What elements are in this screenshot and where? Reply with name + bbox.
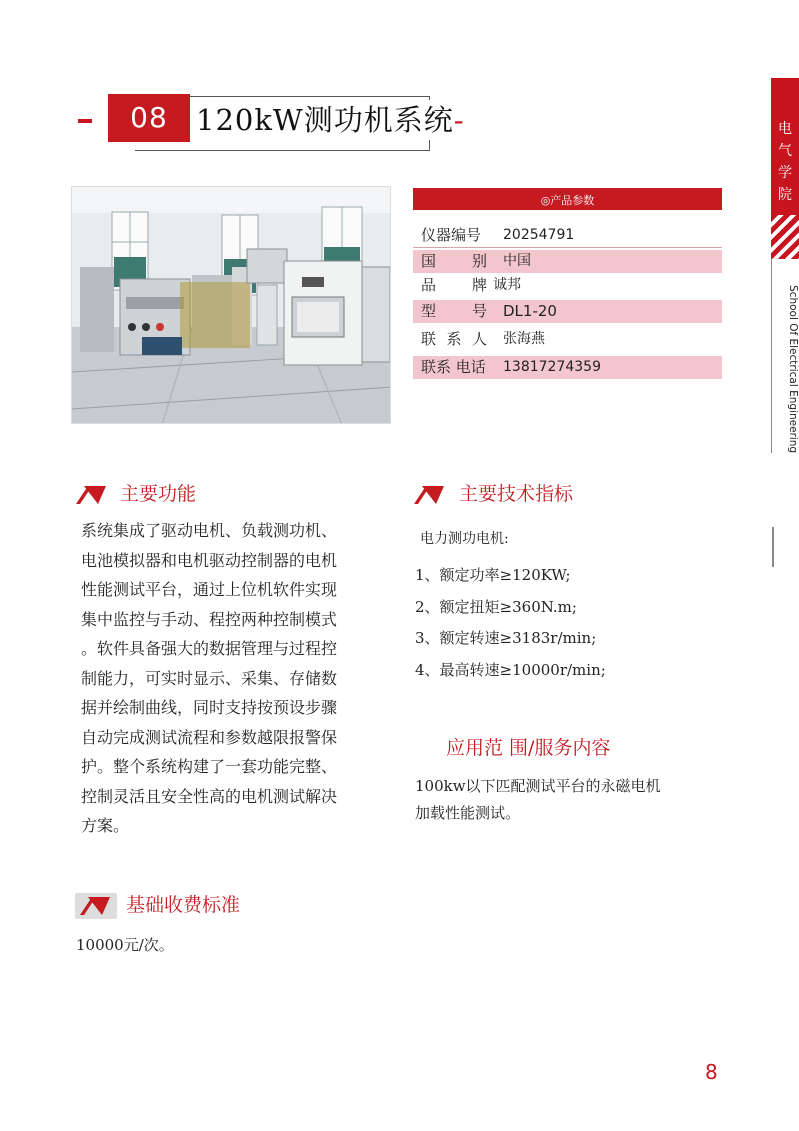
page-number: 8: [705, 1060, 718, 1084]
spec-item: 2、额定扭矩≥360N.m;: [415, 597, 577, 616]
school-cn-char: 气: [778, 143, 792, 159]
param-row: [413, 274, 722, 297]
param-value: 中国: [503, 253, 531, 269]
header-dash-right: -: [453, 103, 465, 137]
text-line: 制能力，可实时显示、采集、存储数: [81, 668, 338, 688]
fee-value: 10000元/次。: [76, 936, 174, 954]
text-line: 集中监控与手动、程控两种控制模式: [81, 609, 338, 629]
param-row: [413, 224, 722, 248]
params-title: ◎产品参数: [413, 188, 722, 210]
functions-text: [81, 516, 401, 841]
specs-intro: 电力测功电机:: [420, 531, 509, 547]
text-line: 护。整个系统构建了一套功能完整、: [81, 757, 338, 776]
param-row: [413, 328, 722, 351]
equipment-illustration: [72, 187, 391, 424]
param-label: [413, 250, 493, 273]
section-icon: [76, 486, 108, 504]
param-row: [413, 300, 722, 323]
param-row: [413, 356, 722, 379]
school-cn: [778, 118, 792, 206]
page-title: [196, 100, 469, 140]
text-line: 系统集成了驱动电机、负载测功机、: [81, 521, 338, 540]
school-en: [771, 285, 799, 465]
school-cn-char: 电: [778, 121, 792, 137]
param-value: 20254791: [503, 227, 575, 243]
page-title-text: 120kW测功机系统: [196, 103, 454, 137]
param-label-char: 系: [446, 330, 462, 348]
text-line: 方案。: [81, 816, 130, 835]
header-dash-left: [78, 119, 92, 123]
side-divider-short: [772, 527, 774, 567]
section-icon: [414, 486, 446, 504]
text-line: 据并绘制曲线，同时支持按预设步骤: [81, 698, 338, 717]
spec-item: 4、最高转速≥10000r/min;: [415, 660, 606, 679]
param-value: 13817274359: [503, 359, 601, 375]
school-cn-char: 院: [778, 187, 792, 203]
param-label: [413, 300, 493, 323]
param-label: [413, 274, 493, 297]
text-line: 电池模拟器和电机驱动控制器的电机: [81, 550, 338, 570]
spec-item: 1、额定功率≥120KW;: [415, 566, 571, 584]
section-icon: [80, 897, 112, 915]
param-value: 张海燕: [503, 331, 545, 347]
functions-title: 主要功能: [120, 483, 197, 505]
text-line: 加载性能测试。: [415, 804, 521, 822]
param-value: DL1-20: [503, 302, 557, 320]
text-line: 控制灵活且安全性高的电机测试解决: [81, 786, 338, 806]
section-number: 08: [108, 94, 190, 142]
spec-item: 3、额定转速≥3183r/min;: [415, 629, 597, 647]
fee-title: 基础收费标准: [126, 894, 241, 916]
param-label-char: 品: [421, 276, 437, 294]
param-label-char: 型: [421, 302, 437, 320]
specs-title: 主要技术指标: [459, 483, 574, 505]
text-line: 。软件具备强大的数据管理与过程控: [81, 639, 338, 658]
school-cn-char: 学: [778, 165, 792, 181]
product-params: [413, 188, 722, 376]
param-label: [413, 356, 493, 379]
param-value: 诚邦: [493, 277, 521, 293]
scope-text: [415, 773, 735, 827]
param-label-text: 仪器编号: [421, 226, 482, 244]
equipment-photo: [71, 186, 391, 424]
param-label: [413, 224, 493, 247]
param-label-text: 联系 电话: [421, 358, 486, 376]
scope-title: 应用范 围/服务内容: [446, 737, 611, 759]
param-label-char: 别: [471, 252, 487, 270]
param-label-char: 号: [471, 302, 487, 320]
param-label: [413, 328, 493, 351]
param-label-char: 人: [471, 330, 487, 348]
param-row: [413, 250, 722, 273]
side-stripes: [771, 215, 799, 259]
text-line: 100kw以下匹配测试平台的永磁电机: [415, 777, 661, 795]
param-label-char: 牌: [471, 276, 487, 294]
param-label-char: 联: [421, 330, 437, 348]
text-line: 自动完成测试流程和参数越限报警保: [81, 727, 338, 747]
school-en-text: School Of Electrical Engineering: [787, 285, 799, 454]
specs-list: [415, 560, 735, 686]
text-line: 性能测试平台，通过上位机软件实现: [81, 580, 338, 599]
param-label-char: 国: [421, 252, 437, 270]
